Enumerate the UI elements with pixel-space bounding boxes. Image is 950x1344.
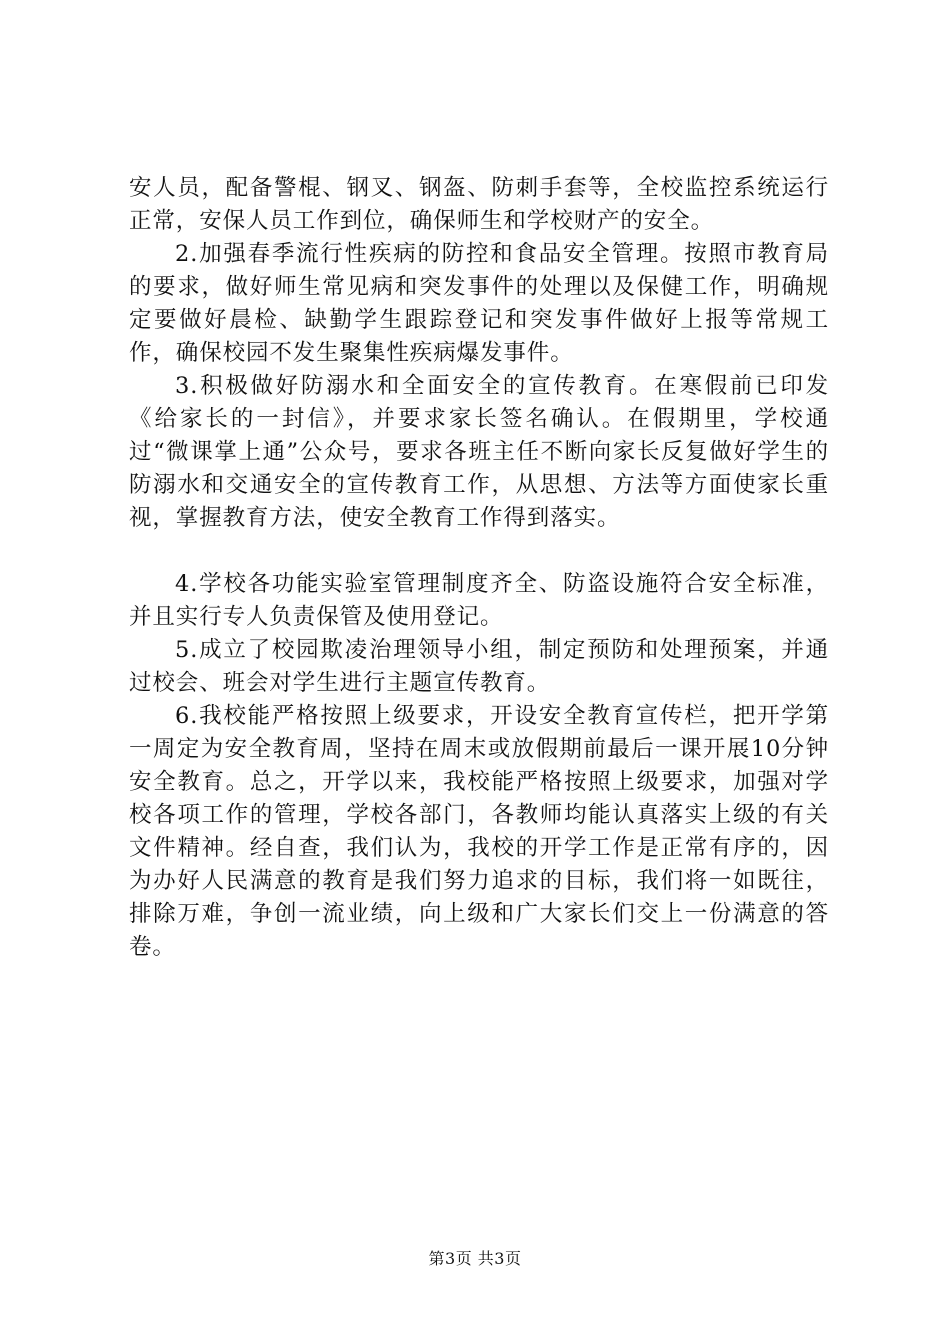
document-body <box>129 172 829 964</box>
paragraph-security-staff: 安人员，配备警棍、钢叉、钢盔、防刺手套等，全校监控系统运行正常，安保人员工作到位，确保师生和学校财产的安全。 <box>129 175 829 234</box>
page-number-footer: 第3页 共3页 <box>428 1249 522 1268</box>
paragraph-item-2: 2.加强春季流行性疾病的防控和食品安全管理。按照市教育局的要求，做好师生常见病和突发事件的处理以及保健工作，明确规定要做好晨检、缺勤学生跟踪登记和突发事件做好上报等常规工作，确保校园不发生聚集性疾病爆发事件。 <box>129 241 829 366</box>
paragraph-item-3: 3.积极做好防溺水和全面安全的宣传教育。在寒假前已印发《给家长的一封信》，并要求家长签名确认。在假期里，学校通过“微课掌上通”公众号，要求各班主任不断向家长反复做好学生的防溺水和交通安全的宣传教育工作，从思想、方法等方面使家长重视，掌握教育方法，使安全教育工作得到落实。 <box>129 373 829 531</box>
paragraph-item-5: 5.成立了校园欺凌治理领导小组，制定预防和处理预案，并通过校会、班会对学生进行主题宣传教育。 <box>129 637 829 696</box>
paragraph-item-4: 4.学校各功能实验室管理制度齐全、防盗设施符合安全标准，并且实行专人负责保管及使用登记。 <box>129 571 829 630</box>
paragraph-item-6: 6.我校能严格按照上级要求，开设安全教育宣传栏，把开学第一周定为安全教育周，坚持在周末或放假期前最后一课开展10分钟安全教育。总之，开学以来，我校能严格按照上级要求，加强对学校各项工作的管理，学校各部门，各教师均能认真落实上级的有关文件精神。经自查，我们认为，我校的开学工作是正常有序的，因为办好人民满意的教育是我们努力追求的目标，我们将一如既往，排除万难，争创一流业绩，向上级和广大家长们交上一份满意的答卷。 <box>129 703 829 960</box>
